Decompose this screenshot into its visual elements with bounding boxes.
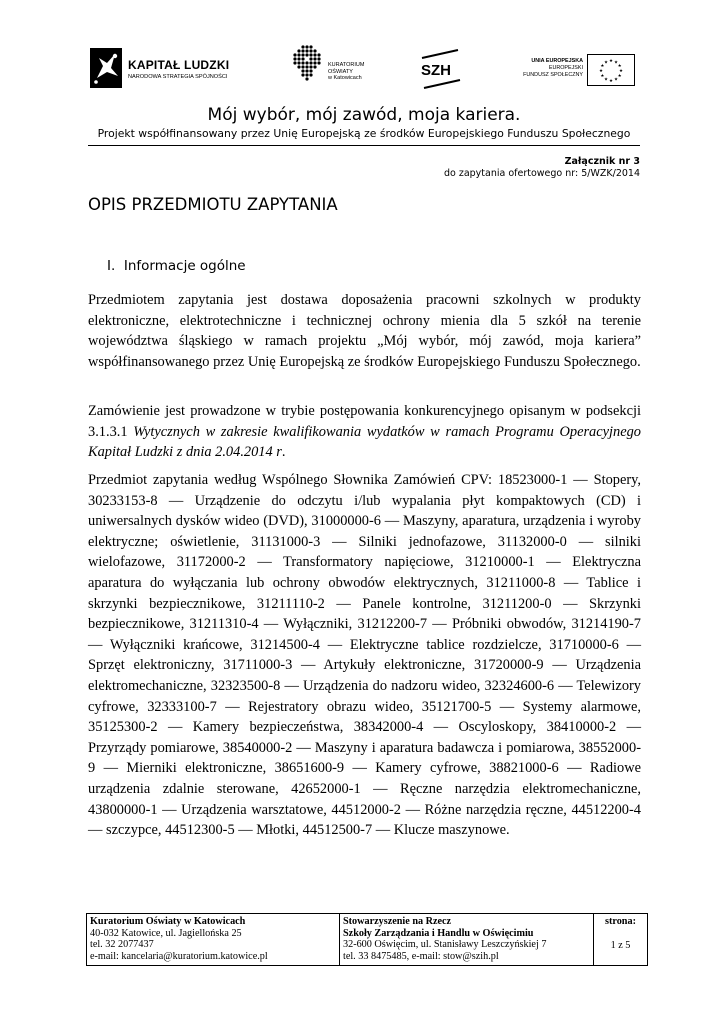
project-cofinancing-note: Projekt współfinansowany przez Unię Europejską ze środków Europejskiego Funduszu Społecznego (97, 127, 631, 140)
svg-text:★: ★ (600, 64, 605, 69)
svg-text:★: ★ (617, 74, 622, 79)
szh-logo (418, 48, 464, 90)
paragraph-cpv-codes: Przedmiot zapytania według Wspólnego Słownika Zamówień CPV: 18523000-1 — Stopery, 30233153-8 — Urządzenie do odczytu i/lub wypalania płyt kompaktowych (CD) i uniwersalnych dysków wideo (DVD), 31000000-6 — Maszyny, aparatura, urządzenia i wyroby elektryczne; oświetlenie, 31131000-3 — Silniki jednofazowe, 31132000-0 — silniki wielofazowe, 31172000-2 — Transformatory napięciowe, 31210000-1 — Elektryczna aparatura do wyłączania lub ochrony obwodów elektrycznych, 31211000-8 — Tablice i skrzynki bezpiecznikowe, 31211110-2 — Panele kontrolne, 31211200-0 — Skrzynki bezpiecznikowe, 31211310-4 — Wyłączniki, 31212200-7 — Próbniki obwodów, 31214190-7 — Wyłączniki krańcowe, 31214500-4 — Elektryczne tablice rozdzielcze, 31710000-6 — Sprzęt elektroniczny, 31711000-3 — Artykuły elektroniczne, 31720000-9 — Urządzenia elektromechaniczne, 32323500-8 — Urządzenia do nadzoru wideo, 32324600-6 — Telewizory cyfrowe, 32333100-7 — Rejestratory obrazu wideo, 35121700-5 — Systemy alarmowe, 35125300-2 — Kamery bezpieczeństwa, 38342000-4 — Oscyloskopy, 38410000-2 — Przyrządy pomiarowe, 38540000-2 — Maszyny i aparatura badawcza i pomiarowa, 38552000-9 — Mierniki elektroniczne, 38651600-9 — Kamery cyfrowe, 38821000-6 — Radiowe urządzenia zdalnie sterowane, 42652000-1 — Ręczne narzędzia elektromechaniczne, 43800000-1 — Urządzenia warsztatowe, 44512000-2 — Różne narzędzia ręczne, 44512200-4 — szczypce, 44512300-5 — Młotki, 44512500-7 — Klucze maszynowe. (88, 472, 641, 839)
footer-stowarzyszenie-name2: Szkoły Zarządzania i Handlu w Oświęcimiu (343, 927, 534, 939)
svg-text:★: ★ (598, 69, 604, 74)
footer-stowarzyszenie-address: 32-600 Oświęcim, ul. Stanisławy Leszczyńskiej 7 (343, 939, 547, 951)
svg-text:★: ★ (613, 60, 619, 66)
footer-kuratorium-email: e-mail: kancelaria@kuratorium.katowice.pl (90, 950, 268, 962)
unia-line2: EUROPEJSKI (548, 65, 583, 72)
kapital-ludzki-title: KAPITAŁ LUDZKI (128, 58, 230, 72)
kapital-ludzki-logo (88, 46, 248, 90)
kapital-ludzki-subtitle: NARODOWA STRATEGIA SPÓJNOŚCI (128, 74, 228, 80)
header-divider (88, 145, 640, 146)
project-slogan: Mój wybór, mój zawód, moja kariera. (207, 105, 521, 125)
guidelines-reference: Wytycznych w zakresie kwalifikowania wydatków w ramach Programu Operacyjnego Kapitał Ludzki z dnia 2.04.2014 r (88, 423, 641, 461)
svg-text:★: ★ (603, 77, 609, 83)
svg-text:★: ★ (617, 64, 622, 69)
footer-stowarzyszenie-contact: tel. 33 8475485, e-mail: stow@szih.pl (343, 950, 499, 962)
footer-kuratorium-address: 40-032 Katowice, ul. Jagiellońska 25 (90, 927, 242, 939)
footer-stowarzyszenie-name1: Stowarzyszenie na Rzecz (343, 916, 452, 927)
svg-text:★: ★ (613, 77, 619, 83)
kapital-ludzki-emblem-icon (88, 46, 124, 90)
svg-text:★: ★ (608, 59, 614, 64)
unia-europejska-text (515, 58, 583, 80)
document-title: OPIS PRZEDMIOTU ZAPYTANIA (88, 195, 338, 214)
footer-kuratorium-name: Kuratorium Oświaty w Katowicach (90, 916, 246, 927)
footer-table (86, 913, 648, 966)
annex-title: Załącznik nr 3 (564, 156, 640, 167)
footer-page-number: 1 z 5 (610, 939, 631, 951)
section-heading: I. Informacje ogólne (107, 258, 246, 274)
footer-kuratorium-phone: tel. 32 2077437 (90, 939, 154, 951)
header-logos (0, 0, 725, 110)
paragraph-subject: Przedmiotem zapytania jest dostawa doposażenia pracowni szkolnych w produkty elektroniczne, elektrotechniczne i technicznej ochrony mienia dla 5 szkół na terenie województwa śląskiego w ramach projektu „Mój wybór, mój zawód, moja kariera” współfinansowanego przez Unię Europejską ze środków Europejskiego Funduszu Społecznego. (88, 292, 641, 370)
unia-line1: UNIA EUROPEJSKA (531, 58, 583, 64)
svg-text:★: ★ (618, 69, 624, 74)
paragraph-procedure-text: Zamówienie jest prowadzone w trybie postępowania konkurencyjnego opisanym w podsekcji 3.1.3.1 (88, 403, 641, 440)
unia-line3: FUNDUSZ SPOŁECZNY (523, 72, 583, 79)
annex-subtitle: do zapytania ofertowego nr: 5/WZK/2014 (443, 168, 640, 179)
kuratorium-dots-icon (290, 44, 324, 84)
footer-stowarzyszenie (340, 914, 594, 966)
footer-page-label: strona: (605, 916, 636, 927)
svg-text:★: ★ (600, 74, 605, 79)
kuratorium-logo (290, 44, 380, 90)
footer-page-info (594, 914, 648, 966)
paragraph-procedure (88, 401, 641, 463)
unia-europejska-logo (515, 54, 635, 88)
footer-kuratorium (87, 914, 340, 966)
paragraph-procedure-end: . (281, 444, 286, 461)
svg-text:★: ★ (608, 79, 614, 84)
eu-flag-icon (587, 54, 635, 86)
szh-text: SZH (421, 62, 451, 79)
svg-text:★: ★ (603, 60, 609, 66)
annex-label (444, 156, 640, 180)
kuratorium-text: KURATORIUM OŚWIATY w Katowicach (328, 62, 365, 81)
